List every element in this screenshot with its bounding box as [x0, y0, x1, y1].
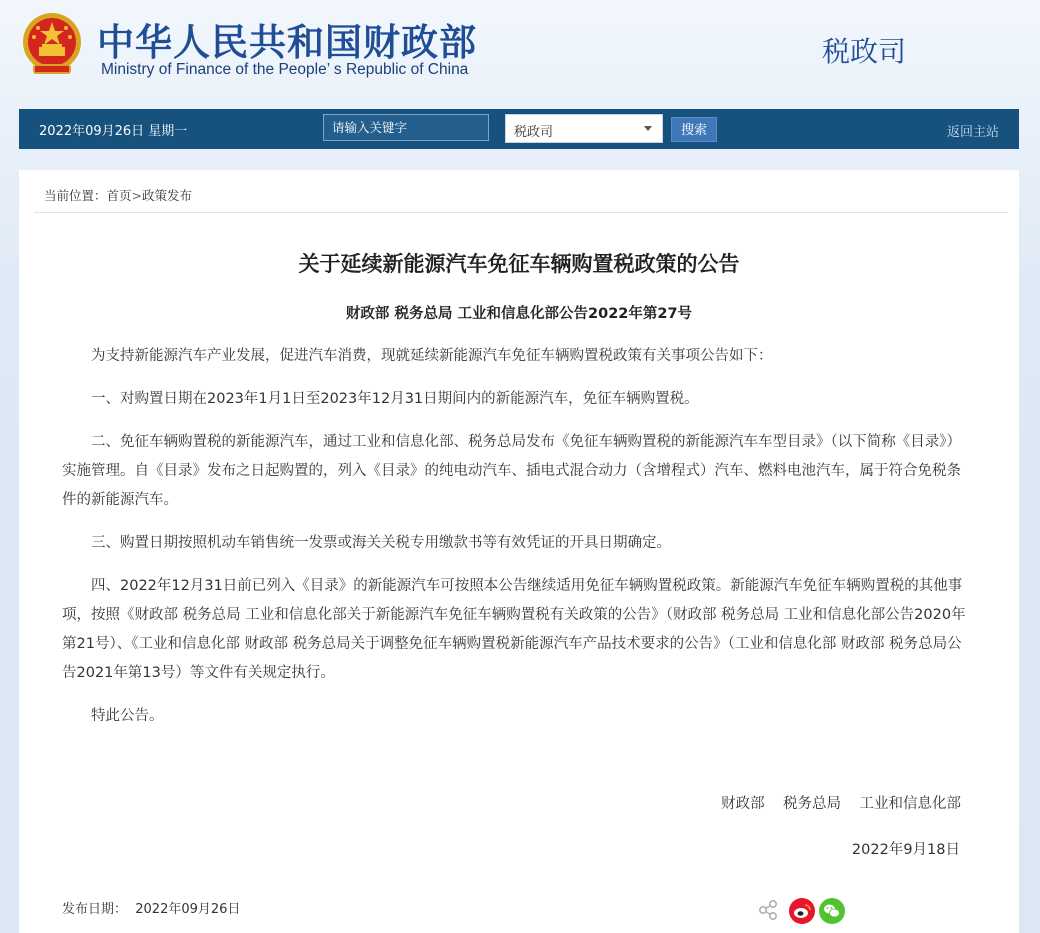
article-body — [62, 342, 975, 745]
weibo-icon[interactable] — [789, 898, 815, 924]
wechat-icon[interactable] — [819, 898, 845, 924]
department-name: 税政司 — [822, 35, 907, 68]
current-date: 2022年09月26日 星期一 — [39, 124, 188, 139]
breadcrumb — [44, 186, 192, 204]
article-paragraph: 为支持新能源汽车产业发展，促进汽车消费，现就延续新能源汽车免征车辆购置税政策有关事项公告如下： — [91, 348, 773, 364]
breadcrumb-separator: > — [131, 188, 143, 203]
breadcrumb-home[interactable]: 首页 — [106, 188, 132, 203]
chevron-down-icon — [644, 126, 652, 131]
scope-select[interactable] — [505, 114, 663, 143]
search-button[interactable]: 搜索 — [671, 117, 717, 142]
breadcrumb-current[interactable]: 政策发布 — [142, 188, 193, 203]
breadcrumb-prefix: 当前位置： — [44, 188, 107, 203]
article-paragraph: 特此公告。 — [91, 708, 164, 724]
site-title-cn: 中华人民共和国财政部 — [97, 20, 477, 64]
return-home-link[interactable]: 返回主站 — [946, 125, 999, 140]
sign-date: 2022年9月18日 — [851, 842, 960, 858]
publish-date: 发布日期： 2022年09月26日 — [62, 902, 241, 917]
article-paragraph: 二、免征车辆购置税的新能源汽车，通过工业和信息化部、税务总局发布《免征车辆购置税的新能源汽车车型目录》（以下简称《目录》）实施管理。自《目录》发布之日起购置的，列入《目录》的纯电动汽车、插电式混合动力（含增程式）汽车、燃料电池汽车，属于符合免税条件的新能源汽车。 — [62, 434, 961, 508]
national-emblem-icon — [20, 11, 84, 77]
article-paragraph: 四、2022年12月31日前已列入《目录》的新能源汽车可按照本公告继续适用免征车辆购置税政策。新能源汽车免征车辆购置税的其他事项，按照《财政部 税务总局 工业和信息化部关于新能源汽车免征车辆购置税有关政策的公告》（财政部 税务总局 工业和信息化部公告2020年第21号）、《工业和信息化部 财政部 税务总局关于调整免征车辆购置税新能源汽车产品技术要求的公告》（工业和信息化部 财政部 税务总局公告2021年第13号）等文件有关规定执行。 — [62, 578, 966, 681]
site-header — [0, 0, 1040, 108]
article-subtitle: 财政部 税务总局 工业和信息化部公告2022年第27号 — [345, 306, 693, 322]
search-input[interactable] — [323, 114, 489, 141]
top-navbar — [19, 109, 1019, 149]
site-title-en: Ministry of Finance of the People’ s Republic of China — [101, 61, 469, 78]
article-title: 关于延续新能源汽车免征车辆购置税政策的公告 — [298, 252, 740, 276]
signatories: 财政部 税务总局 工业和信息化部 — [721, 796, 961, 812]
article-paragraph: 三、购置日期按照机动车销售统一发票或海关关税专用缴款书等有效凭证的开具日期确定。 — [91, 535, 671, 551]
article-panel — [19, 170, 1019, 933]
article-paragraph: 一、对购置日期在2023年1月1日至2023年12月31日期间内的新能源汽车，免征车辆购置税。 — [91, 391, 699, 407]
divider — [34, 212, 1008, 213]
share-icon[interactable] — [757, 899, 779, 921]
scope-select-value: 税政司 — [514, 125, 554, 140]
